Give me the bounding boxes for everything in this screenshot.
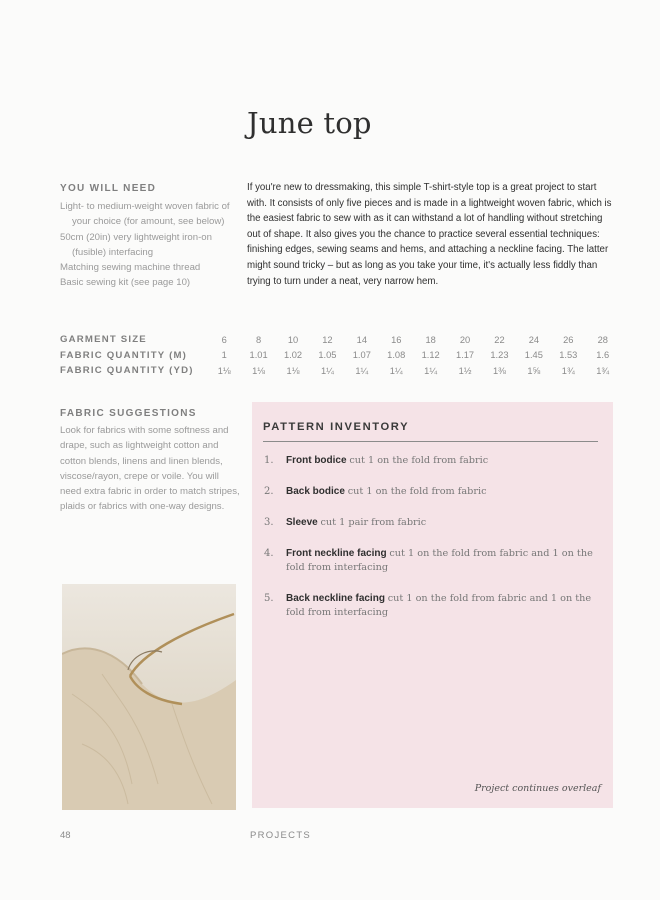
size-cell: 1¾: [596, 365, 610, 376]
size-cell: 24: [528, 334, 540, 345]
material-item: Basic sewing kit (see page 10): [60, 277, 191, 289]
size-cell: 1¼: [424, 365, 438, 376]
size-cell: 1½: [458, 365, 472, 376]
size-cell: 1⅛: [252, 365, 266, 376]
size-cell: 14: [356, 334, 367, 345]
size-row-metres: [60, 348, 620, 364]
size-cell: 1⅝: [527, 365, 541, 376]
continues-overleaf-note: Project continues overleaf: [474, 783, 601, 794]
size-cell: 1.05: [318, 350, 337, 361]
size-cell: 10: [287, 334, 299, 345]
pattern-piece: [264, 516, 594, 530]
fabric-suggestions-section: [60, 408, 240, 515]
material-item: 50cm (20in) very lightweight iron-on (fusible) interfacing: [60, 231, 212, 258]
size-row-label: GARMENT SIZE: [60, 334, 147, 346]
pattern-piece-number: 5.: [264, 593, 274, 604]
intro-paragraph: If you're new to dressmaking, this simple T-shirt-style top is a great project to start with. It consists of only five pieces and is made in a lightweight woven fabric, which is the easiest fabric to sew with as it can withstand a lot of handling without stretching out of shape. It also gives you the chance to practice several essential techniques: finishing edges, sewing seams and hems, and attaching a neckline facing. The latter might sound tricky – but as long as you take your time, it's actually less fiddly than trying to turn under a neat, very narrow hem.: [247, 182, 612, 287]
size-cell: 1.6: [596, 350, 610, 361]
size-cell: 1.08: [387, 350, 406, 361]
size-cell: 28: [597, 334, 608, 345]
size-cell: 1: [221, 350, 227, 361]
pattern-piece: [264, 547, 594, 575]
size-table: [60, 332, 620, 379]
pattern-inventory-box: [252, 402, 613, 808]
garment-illustration: [62, 584, 236, 810]
pattern-inventory-list: [264, 454, 594, 637]
size-cell: 8: [256, 334, 262, 345]
materials-list: [60, 199, 240, 291]
pattern-piece-name: Front bodice: [286, 455, 350, 466]
size-cell: 20: [459, 334, 471, 345]
pattern-piece-number: 2.: [264, 486, 274, 497]
size-cell: 1.23: [490, 350, 509, 361]
pattern-piece-number: 4.: [264, 548, 274, 559]
page-number: 48: [60, 830, 71, 841]
size-cell: 1⅜: [492, 365, 506, 376]
size-cell: 26: [563, 334, 574, 345]
size-cell: 1⅛: [286, 365, 300, 376]
size-cell: 1.12: [421, 350, 440, 361]
size-cell: 1.01: [249, 350, 268, 361]
pattern-piece-number: 3.: [264, 517, 274, 528]
pattern-piece-number: 1.: [264, 455, 274, 466]
pattern-piece-instructions: cut 1 on the fold from fabric: [349, 455, 489, 466]
pattern-piece: [264, 454, 594, 468]
you-will-need-section: [60, 183, 240, 291]
pattern-inventory-heading: PATTERN INVENTORY: [263, 421, 598, 442]
size-row-label: FABRIC QUANTITY (YD): [60, 365, 194, 377]
size-cell: 1¼: [320, 365, 334, 376]
size-cell: 16: [391, 334, 402, 345]
size-cell: 1¼: [389, 365, 403, 376]
size-cell: 12: [322, 334, 333, 345]
pattern-piece-name: Front neckline facing: [286, 548, 390, 559]
pattern-piece-name: Back bodice: [286, 486, 348, 497]
page-title: June top: [247, 106, 372, 140]
size-cell: 1¼: [355, 365, 369, 376]
size-cell: 1⅛: [217, 365, 231, 376]
pattern-piece-instructions: cut 1 on the fold from fabric and 1 on the fold from interfacing: [286, 548, 593, 573]
running-footer: PROJECTS: [250, 830, 312, 841]
size-row-garment: [60, 332, 620, 348]
size-row-label: FABRIC QUANTITY (M): [60, 349, 188, 361]
size-cell: 22: [494, 334, 505, 345]
pattern-piece-name: Back neckline facing: [286, 593, 388, 604]
fabric-suggestions-heading: FABRIC SUGGESTIONS: [60, 408, 197, 419]
size-row-yards: [60, 363, 620, 379]
pattern-piece-instructions: cut 1 on the fold from fabric and 1 on the fold from interfacing: [286, 593, 592, 618]
pattern-piece: [264, 485, 594, 499]
fabric-suggestions-text: Look for fabrics with some softness and drape, such as lightweight cotton and cotton blends, linens and linen blends, viscose/rayon, crepe or voile. You will need extra fabric in order to match stripes, plaids or fabrics with one-way designs.: [60, 425, 240, 513]
pattern-piece: [264, 592, 594, 620]
pattern-piece-instructions: cut 1 on the fold from fabric: [347, 486, 487, 497]
size-cell: 1.53: [559, 350, 578, 361]
size-cell: 6: [221, 334, 227, 345]
size-cell: 1.02: [283, 350, 303, 361]
pattern-piece-instructions: cut 1 pair from fabric: [320, 517, 427, 528]
size-cell: 1.45: [524, 350, 543, 361]
size-cell: 1.17: [455, 350, 475, 361]
garment-photo: [62, 584, 236, 810]
size-cell: 1¾: [561, 365, 575, 376]
material-item: Light- to medium-weight woven fabric of your choice (for amount, see below): [60, 201, 230, 228]
size-cell: 18: [425, 334, 436, 345]
size-cell: 1.07: [352, 350, 371, 361]
pattern-piece-name: Sleeve: [286, 517, 321, 528]
material-item: Matching sewing machine thread: [60, 262, 201, 274]
you-will-need-heading: YOU WILL NEED: [60, 183, 157, 194]
